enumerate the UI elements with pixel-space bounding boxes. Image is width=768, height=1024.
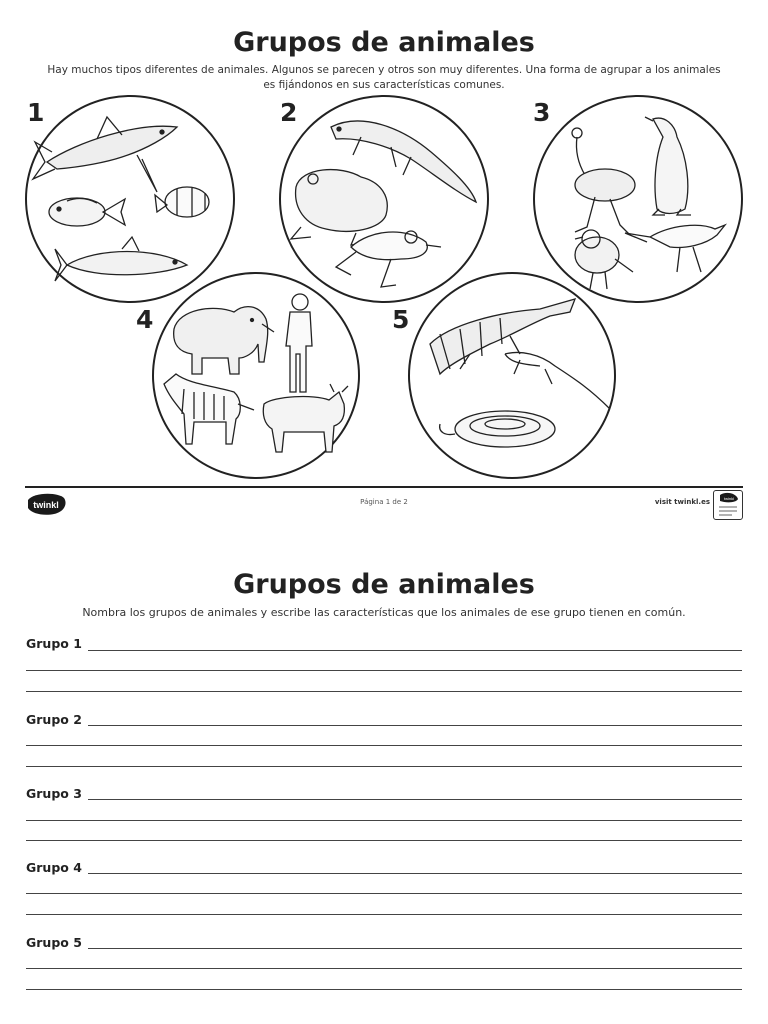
group-number-5: 5 (392, 305, 410, 334)
group-circle-4 (152, 272, 360, 479)
answer-line[interactable] (26, 745, 742, 746)
answer-line[interactable] (26, 989, 742, 990)
answer-line[interactable] (26, 820, 742, 821)
clownfish-icon (155, 187, 209, 217)
fish-icon (49, 198, 125, 226)
group-label-2: Grupo 2 (26, 712, 82, 727)
ostrich-icon (572, 128, 635, 235)
answer-line[interactable] (26, 766, 742, 767)
answer-line[interactable] (26, 670, 742, 671)
answer-line-name[interactable] (88, 650, 742, 651)
elephant-icon (174, 307, 274, 374)
group-label-3: Grupo 3 (26, 786, 82, 801)
answer-line-name[interactable] (88, 799, 742, 800)
answer-line[interactable] (26, 914, 742, 915)
cow-icon (263, 384, 348, 452)
page-number: Página 1 de 2 (360, 498, 408, 506)
crocodile-icon (430, 299, 575, 374)
group-label-4: Grupo 4 (26, 860, 82, 875)
snake-icon (440, 411, 555, 447)
group-circle-1 (25, 95, 235, 303)
answer-line-name[interactable] (88, 725, 742, 726)
penguin-icon (645, 117, 691, 215)
group-circle-3 (533, 95, 743, 303)
intro-text: Hay muchos tipos diferentes de animales. Algunos se parecen y otros son muy diferentes. Una forma de agrupar a los animales es fijándonos en sus características comunes. (47, 64, 721, 91)
answer-line[interactable] (26, 691, 742, 692)
person-icon (286, 294, 312, 392)
visit-link[interactable]: visit twinkl.es (654, 498, 710, 506)
logo-text: twinkl (33, 500, 59, 510)
group-label-1: Grupo 1 (26, 636, 82, 651)
group-number-3: 3 (533, 98, 551, 127)
group-number-2: 2 (280, 98, 298, 127)
quality-badge (713, 490, 743, 520)
badge-text: twinkl (723, 496, 735, 501)
group-number-4: 4 (136, 305, 154, 334)
zebra-icon (164, 374, 254, 444)
shark-icon (33, 117, 177, 192)
lizard-icon (505, 353, 610, 410)
answer-line[interactable] (26, 893, 742, 894)
page-title: Grupos de animales (233, 27, 535, 58)
answer-line-name[interactable] (88, 873, 742, 874)
magpie-icon (625, 225, 725, 272)
answer-line-name[interactable] (88, 948, 742, 949)
group-circle-5 (408, 272, 616, 479)
footer-divider (25, 486, 743, 488)
answer-line[interactable] (26, 968, 742, 969)
worksheet-instructions: Nombra los grupos de animales y escribe las características que los animales de ese grupo tienen en común. (82, 606, 686, 619)
group-label-5: Grupo 5 (26, 935, 82, 950)
answer-line[interactable] (26, 840, 742, 841)
worksheet-title: Grupos de animales (233, 569, 535, 600)
toad-icon (291, 170, 387, 245)
group-circle-2 (279, 95, 489, 303)
group-number-1: 1 (27, 98, 45, 127)
